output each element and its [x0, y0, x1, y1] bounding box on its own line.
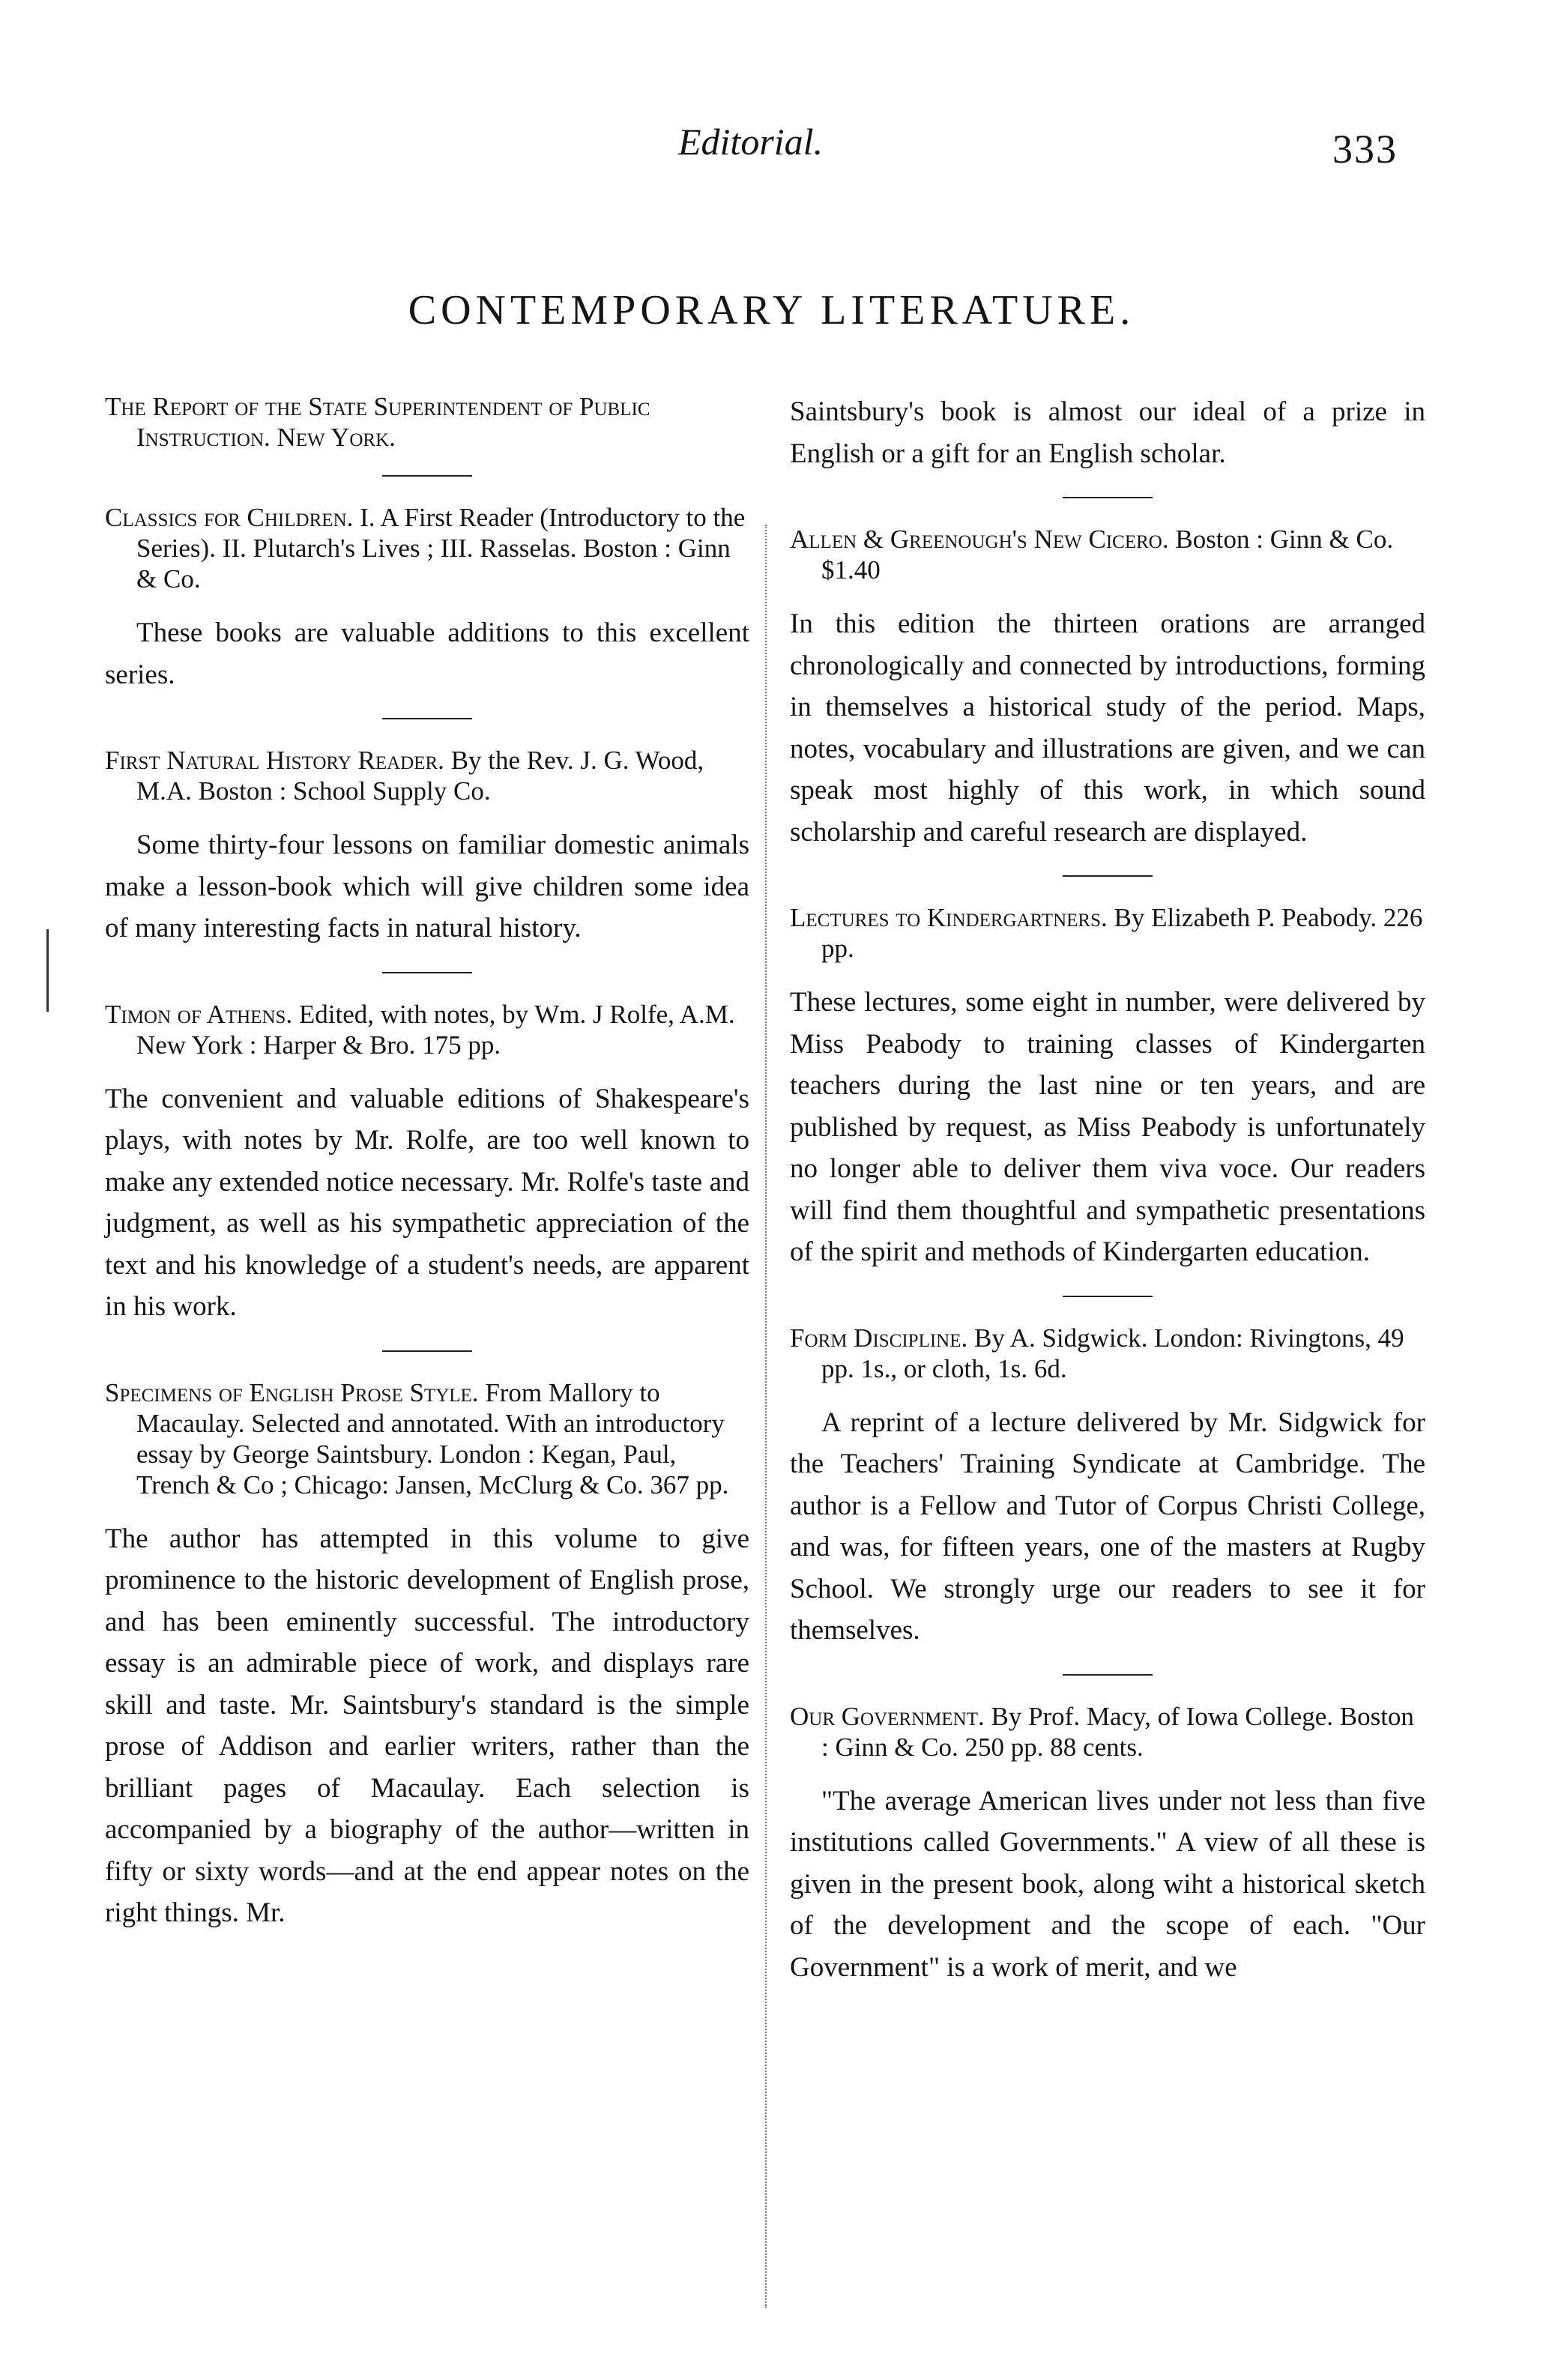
- review-entry: [105, 502, 749, 695]
- entry-publication-details: By A. Sidgwick. London: Rivingtons, 49 pp. 1s., or cloth, 1s. 6d.: [821, 1323, 1404, 1383]
- separator-rule: [1063, 875, 1153, 877]
- entry-publication-details: By the Rev. J. G. Wood, M.A. Boston : School Supply Co.: [136, 746, 704, 806]
- review-text: The convenient and valuable editions of Shakespeare's plays, with notes by Mr. Rolfe, are too well known to make any extended notice necessary. Mr. Rolfe's taste and judgment, as well as his sympathetic appreciation of the text and his knowledge of a student's needs, are apparent in his work.: [105, 1083, 749, 1322]
- entry-heading: [105, 502, 749, 594]
- entry-heading: [105, 745, 749, 806]
- section-title: CONTEMPORARY LITERATURE.: [408, 287, 1135, 333]
- entry-title: Specimens of English Prose Style.: [105, 1377, 479, 1407]
- entry-heading: [790, 902, 1425, 964]
- separator-rule: [1063, 1674, 1153, 1676]
- review-text: The author has attempted in this volume to give prominence to the historic development of English prose, and has been eminently successful. The introductory essay is an admirable piece of work, and displays rare skill and taste. Mr. Saintsbury's standard is the simple prose of Addison and earlier writers, rather than the brilliant pages of Macaulay. Each selection is accompanied by a biography of the author—written in fifty or sixty words—and at the end appear notes on the right things. Mr.: [105, 1523, 749, 1928]
- entry-heading: [790, 1701, 1425, 1763]
- entry-title: Allen & Greenough's New Cicero.: [790, 525, 1169, 554]
- review-text: Some thirty-four lessons on familiar domestic animals make a lesson-book which will give children some idea of many interesting facts in natural history.: [105, 830, 749, 943]
- review-text-continued: Saintsbury's book is almost our ideal of a prize in English or a gift for an English scholar.: [790, 396, 1425, 469]
- review-text: These books are valuable additions to this excellent series.: [105, 617, 749, 690]
- entry-heading: The Report of the State Superintendent of Public Instruction. New York.: [105, 392, 650, 452]
- review-text: In this edition the thirteen orations are arranged chronologically and connected by introductions, forming in themselves a historical study of the period. Maps, notes, vocabulary and illustrations are given, and we can speak most highly of this work, in which sound scholarship and careful research are displayed.: [790, 608, 1425, 848]
- entry-title: Form Discipline.: [790, 1323, 968, 1353]
- column-divider: [765, 525, 767, 2308]
- entry-heading: [790, 524, 1425, 585]
- review-entry: [105, 745, 749, 949]
- entry-heading: [105, 1377, 749, 1500]
- review-entry: [790, 1701, 1425, 1989]
- review-entry: [790, 1323, 1425, 1652]
- separator-rule: [1063, 1296, 1153, 1297]
- entry-publication-details: I. A First Reader (Introductory to the Series). II. Plutarch's Lives ; III. Rasselas. Boston : Ginn & Co.: [136, 503, 746, 594]
- entry-publication-details: From Mallory to Macaulay. Selected and annotated. With an introductory essay by George Saintsbury. London : Kegan, Paul, Trench & Co ; Chicago: Jansen, McClurg & Co. 367 pp.: [136, 1377, 729, 1499]
- entry-title: Lectures to Kindergartners.: [790, 903, 1108, 932]
- separator-rule: [382, 718, 472, 719]
- left-column: [105, 391, 749, 1934]
- separator-rule: [382, 475, 472, 477]
- entry-heading: [790, 1323, 1425, 1384]
- entry-title: Our Government.: [790, 1701, 985, 1731]
- entry-title: Classics for Children.: [105, 503, 354, 532]
- running-head: [0, 112, 1543, 180]
- entry-heading: [105, 999, 749, 1060]
- separator-rule: [382, 1350, 472, 1352]
- entry-publication-details: By Prof. Macy, of Iowa College. Boston : Ginn & Co. 250 pp. 88 cents.: [821, 1701, 1414, 1762]
- review-entry: [105, 1377, 749, 1934]
- separator-rule: [1063, 497, 1153, 498]
- review-entry: [105, 999, 749, 1328]
- running-title: Editorial.: [678, 121, 824, 163]
- right-column: [790, 391, 1425, 1988]
- page-number: 333: [1332, 127, 1398, 172]
- entry-publication-details: Edited, with notes, by Wm. J Rolfe, A.M. New York : Harper & Bro. 175 pp.: [136, 999, 735, 1060]
- review-entry: [105, 391, 749, 453]
- review-entry: [790, 902, 1425, 1273]
- review-text: "The average American lives under not less than five institutions called Governments." A view of all these is given in the present book, along wiht a historical sketch of the development and the scope of each. "Our Government" is a work of merit, and we: [790, 1785, 1425, 1983]
- entry-publication-details: By Elizabeth P. Peabody. 226 pp.: [821, 903, 1423, 963]
- separator-rule: [382, 972, 472, 973]
- review-text: A reprint of a lecture delivered by Mr. Sidgwick for the Teachers' Training Syndicate at Cambridge. The author is a Fellow and Tutor of Corpus Christi College, and was, for fifteen years, one of the masters at Rugby School. We strongly urge our readers to see it for themselves.: [790, 1407, 1425, 1646]
- review-entry: [790, 524, 1425, 853]
- entry-title: Timon of Athens.: [105, 999, 293, 1029]
- margin-mark: [46, 929, 49, 1012]
- entry-publication-details: Boston : Ginn & Co. $1.40: [821, 525, 1394, 585]
- review-text: These lectures, some eight in number, were delivered by Miss Peabody to training classes of Kindergarten teachers during the last nine or ten years, and are published by request, as Miss Peabody is unfortunately no longer able to deliver them viva voce. Our readers will find them thoughtful and sympathetic presentations of the spirit and methods of Kindergarten education.: [790, 987, 1425, 1267]
- entry-title: First Natural History Reader.: [105, 746, 444, 775]
